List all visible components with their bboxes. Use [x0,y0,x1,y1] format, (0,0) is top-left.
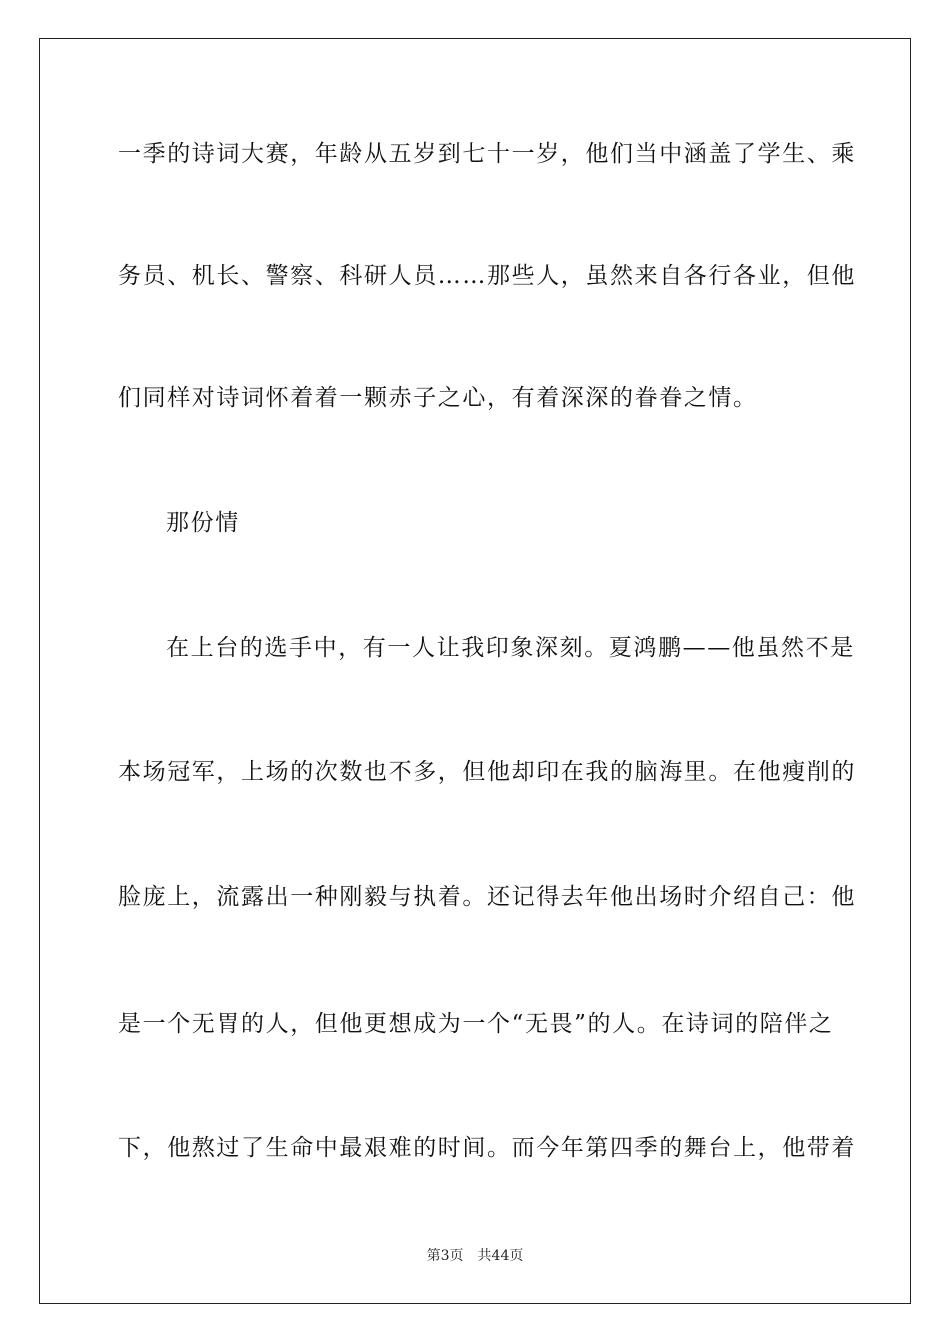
section-heading: 那份情 [166,510,240,536]
body-text-line: 脸庞上，流露出一种刚毅与执着。还记得去年他出场时介绍自己：他 [118,884,856,910]
body-text-line: 在上台的选手中，有一人让我印象深刻。夏鸿鹏——他虽然不是 [166,635,855,661]
body-text-line: 本场冠军，上场的次数也不多，但他却印在我的脑海里。在他瘦削的 [118,759,856,785]
body-text-line: 一季的诗词大赛，年龄从五岁到七十一岁，他们当中涵盖了学生、乘 [118,141,856,167]
body-text-line: 们同样对诗词怀着着一颗赤子之心，有着深深的眷眷之情。 [118,385,758,411]
page-total: 共44页 [477,1248,524,1264]
body-text-line: 务员、机长、警察、科研人员……那些人，虽然来自各行各业，但他 [118,263,856,289]
body-text-line: 是一个无胃的人，但他更想成为一个“无畏”的人。在诗词的陪伴之 [118,1011,834,1037]
page-border [39,38,911,1304]
page-footer [0,1246,950,1266]
body-text-line: 下，他熬过了生命中最艰难的时间。而今年第四季的舞台上，他带着 [118,1135,856,1161]
page-number: 第3页 [426,1248,464,1264]
